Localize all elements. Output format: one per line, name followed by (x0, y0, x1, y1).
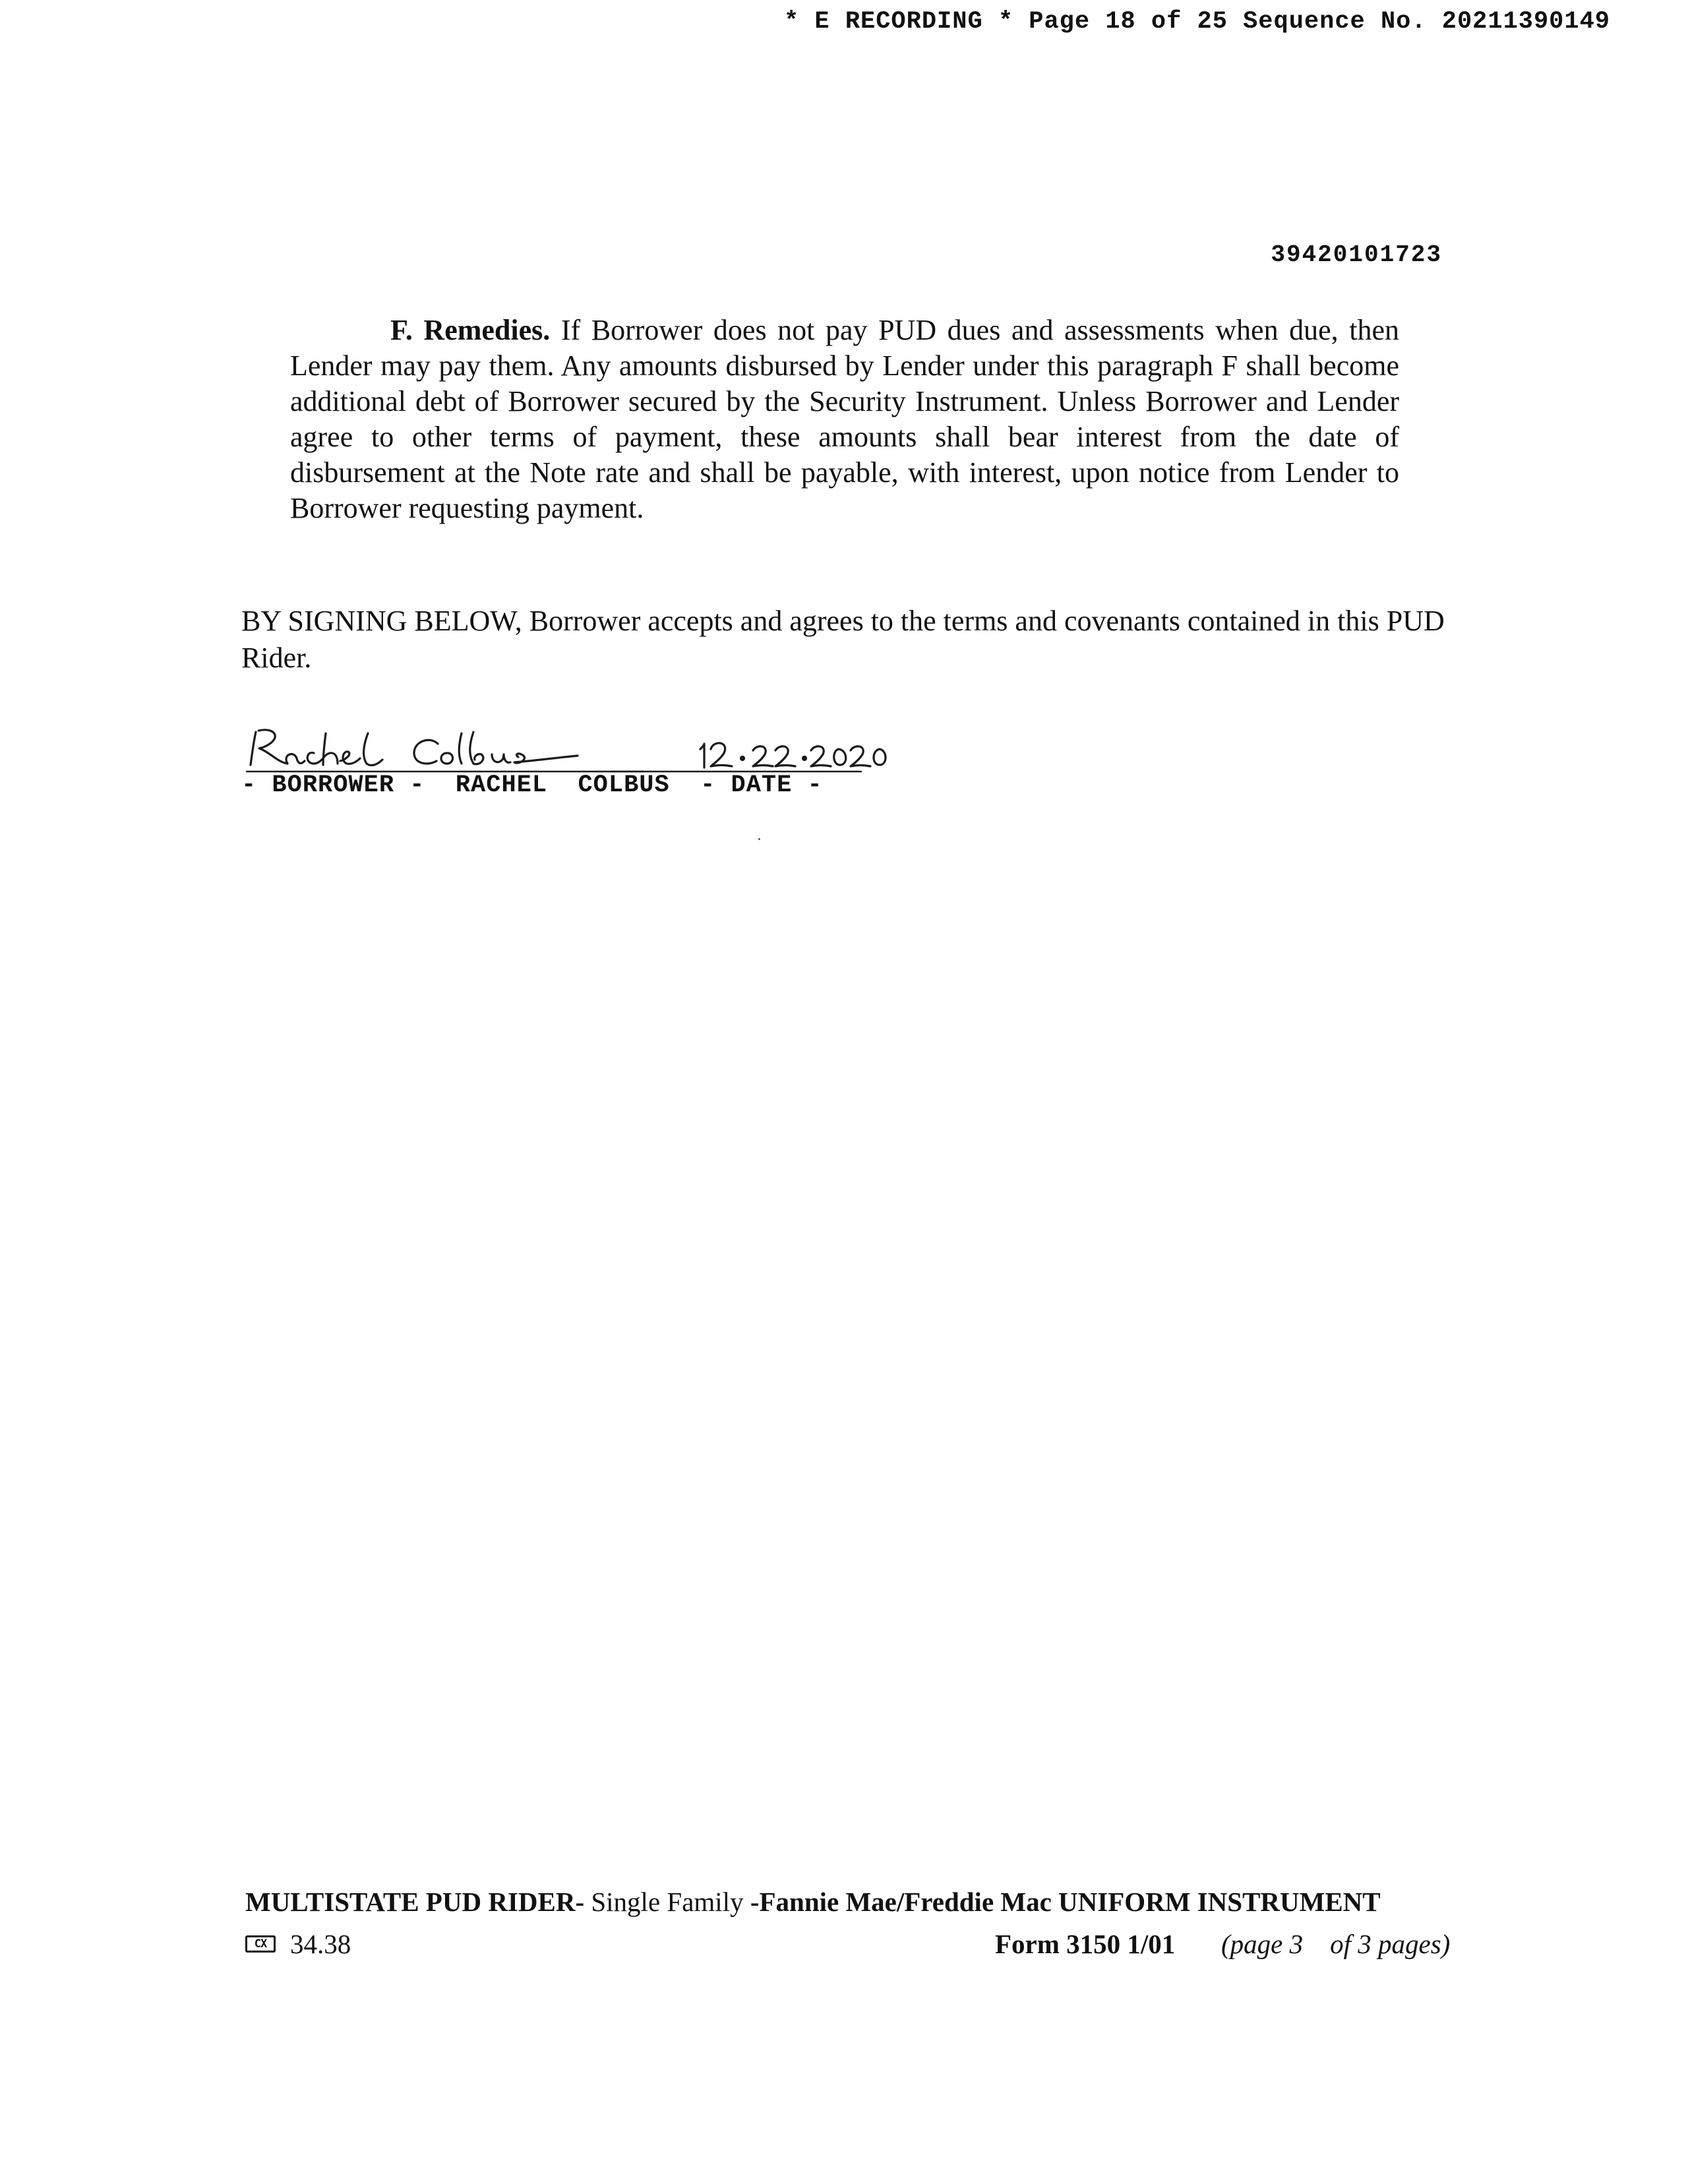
signature-block (241, 724, 901, 810)
loan-number: 39420101723 (1271, 241, 1442, 268)
footer-title-part-2: Single Family (584, 1887, 750, 1917)
recording-header: * E RECORDING * Page 18 of 25 Sequence No. 20211390149 (784, 8, 1610, 36)
footer-title-part-3: -Fannie Mae/Freddie Mac UNIFORM INSTRUMENT (750, 1887, 1381, 1917)
remedies-body: If Borrower does not pay PUD dues and assessments when due, then Lender may pay them. Any amounts disbursed by Lender under this paragraph F shall become additional debt of Borrower secured by the Security Instrument. Unless Borrower and Lender agree to other terms of payment, these amounts shall bear interest from the date of disbursement at the Note rate and shall be payable, with interest, upon notice from Lender to Borrower requesting payment. (290, 314, 1400, 524)
remedies-heading: F. Remedies. (390, 314, 551, 346)
footer-form-number: Form 3150 1/01 (995, 1929, 1176, 1959)
stray-mark (758, 838, 760, 840)
footer-left (245, 1928, 351, 1960)
signing-statement: BY SIGNING BELOW, Borrower accepts and agrees to the terms and covenants contained in this PUD Rider. (241, 605, 1445, 674)
footer-page-info: (page 3 of 3 pages) (1221, 1929, 1451, 1959)
cx-icon: CX (245, 1935, 276, 1953)
remedies-paragraph (290, 313, 1399, 526)
footer-title (245, 1886, 1381, 1918)
signature-caption: - BORROWER - RACHEL COLBUS - DATE - (241, 772, 823, 799)
footer-title-part-1: MULTISTATE PUD RIDER- (245, 1887, 585, 1917)
handwritten-signature (241, 724, 901, 777)
footer-code: 34.38 (290, 1929, 351, 1959)
